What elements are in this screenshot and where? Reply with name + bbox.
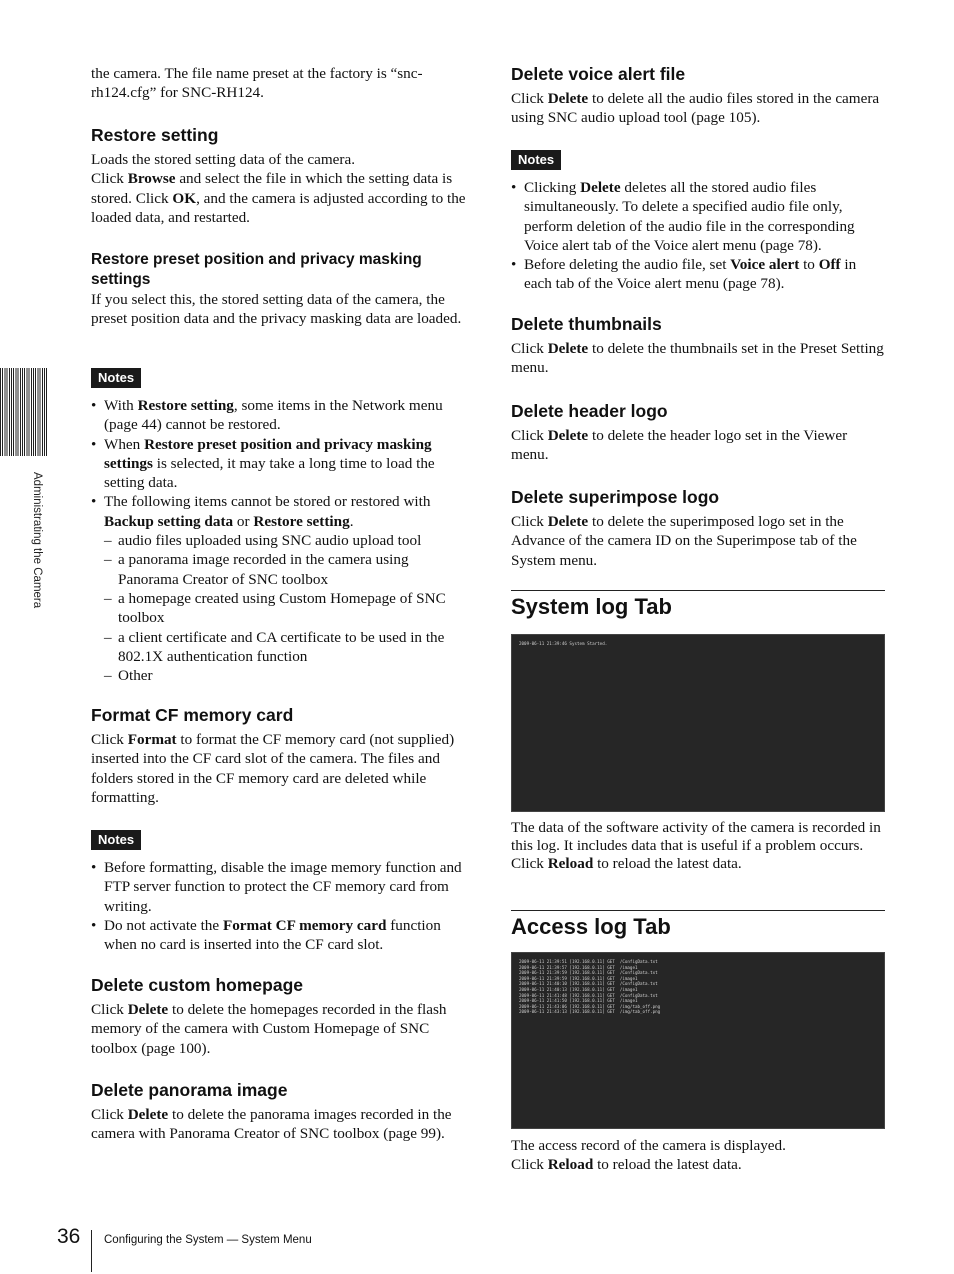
log-line: 2009-06-11 21:40:13 [192.168.0.11] GET /image1 <box>519 986 638 992</box>
log-line: 2009-06-11 21:43:06 [192.168.0.11] GET /img/tab_off.png <box>519 1003 661 1009</box>
intro-paragraph: the camera. The file name preset at the factory is “snc-rh124.cfg” for SNC-RH124. <box>91 65 423 102</box>
log-line: 2009-06-11 21:39:57 [192.168.0.11] GET /image1 <box>519 964 638 970</box>
access-log-screen <box>511 952 885 1129</box>
footer-divider <box>91 1230 92 1272</box>
log-line: 2009-06-11 21:39:51 [192.168.0.11] GET /ConfigData.txt <box>519 959 658 964</box>
list-item: • Before formatting, disable the image memory function and FTP server function to protect the CF memory card from writing. <box>91 858 467 916</box>
notes-block-2 <box>91 830 467 954</box>
access-log-heading: Access log Tab <box>511 910 885 941</box>
notes-badge: Notes <box>91 368 141 388</box>
delete-thumbnails-text: Click Delete to delete the thumbnails set in the Preset Setting menu. <box>511 340 884 377</box>
delete-voice-section <box>511 64 885 128</box>
format-cf-section <box>91 705 467 807</box>
sub-list-item: – a panorama image recorded in the camera using Panorama Creator of SNC toolbox <box>104 550 467 589</box>
delete-panorama-section <box>91 1080 467 1144</box>
system-log-screen <box>511 634 885 812</box>
footer-section-title: Configuring the System — System Menu <box>104 1234 312 1246</box>
list-item: • With Restore setting, some items in the Network menu (page 44) cannot be restored. <box>91 396 467 435</box>
restore-preset-heading: Restore preset position and privacy masking settings <box>91 251 422 288</box>
format-cf-heading: Format CF memory card <box>91 705 294 725</box>
sub-list-item: – a homepage created using Custom Homepage of SNC toolbox <box>104 589 467 628</box>
log-line: 2009-06-11 21:39:46 System Started. <box>519 641 608 646</box>
log-line: 2009-06-11 21:43:13 [192.168.0.11] GET /img/tab_off.png <box>519 1009 661 1015</box>
format-cf-text: Click Format to format the CF memory card (not supplied) inserted into the CF card slot of the camera. The files and folders stored in the CF memory card are deleted while formatting. <box>91 731 455 806</box>
delete-header-heading: Delete header logo <box>511 401 668 421</box>
delete-custom-section <box>91 975 467 1058</box>
delete-custom-text: Click Delete to delete the homepages recorded in the flash memory of the camera with Custom Homepage of SNC toolbox (page 100). <box>91 1001 447 1057</box>
sub-list-item: – audio files uploaded using SNC audio upload tool <box>104 531 467 550</box>
sub-list-item: – Other <box>104 666 467 685</box>
system-log-heading: System log Tab <box>511 590 885 621</box>
delete-thumbnails-heading: Delete thumbnails <box>511 314 662 334</box>
log-line: 2009-06-11 21:41:50 [192.168.0.11] GET /image1 <box>519 998 638 1004</box>
delete-voice-heading: Delete voice alert file <box>511 64 686 84</box>
access-log-description: The access record of the camera is displayed. Click Reload to reload the latest data. <box>511 1137 786 1174</box>
restore-preset-text: If you select this, the stored setting data of the camera, the preset position data and the privacy masking data are loaded. <box>91 291 462 328</box>
log-line: 2009-06-11 21:40:10 [192.168.0.11] GET /ConfigData.txt <box>519 981 658 987</box>
page-number: 36 <box>57 1225 81 1248</box>
list-item: • When Restore preset position and privacy masking settings is selected, it may take a long time to load the setting data. <box>91 435 467 493</box>
restore-setting-section <box>91 125 467 227</box>
delete-custom-heading: Delete custom homepage <box>91 975 303 995</box>
restore-setting-text: Loads the stored setting data of the camera. Click Browse and select the file in which the setting data is stored. Click OK, and the camera is adjusted according to the loaded data, and restarted. <box>91 151 466 226</box>
restore-setting-heading: Restore setting <box>91 125 219 145</box>
chapter-side-label: Administrating the Camera <box>31 472 43 609</box>
list-item: • The following items cannot be stored or restored with Backup setting data or Restore setting. – audio files uploaded using SNC audio upload tool – a panorama image recorded in the camera using Panorama Creator of SNC toolbox – a homepage created using Custom Homepage of SNC toolbox – a client certificate and CA certificate to be used in the 802.1X authentication function – Other <box>91 492 467 685</box>
delete-panorama-heading: Delete panorama image <box>91 1080 288 1100</box>
notes-badge: Notes <box>91 830 141 850</box>
system-log-section <box>511 590 885 621</box>
list-item: • Clicking Delete deletes all the stored audio files simultaneously. To delete a specified audio file only, perform deletion of the audio file in the corresponding Voice alert tab of the Voice alert menu (page 78). <box>511 178 885 255</box>
list-item: • Do not activate the Format CF memory card function when no card is inserted into the CF card slot. <box>91 916 467 955</box>
log-line: 2009-06-11 21:41:48 [192.168.0.11] GET /ConfigData.txt <box>519 992 658 998</box>
notes-block-3 <box>511 150 885 294</box>
sub-list-item: – a client certificate and CA certificate to be used in the 802.1X authentication function <box>104 628 467 667</box>
access-log-section <box>511 910 885 941</box>
delete-panorama-text: Click Delete to delete the panorama images recorded in the camera with Panorama Creator of SNC toolbox (page 99). <box>91 1106 452 1143</box>
delete-voice-text: Click Delete to delete all the audio files stored in the camera using SNC audio upload tool (page 105). <box>511 90 880 127</box>
delete-thumbnails-section <box>511 314 885 378</box>
notes-badge: Notes <box>511 150 561 170</box>
log-line: 2009-06-11 21:39:59 [192.168.0.11] GET /ConfigData.txt <box>519 970 658 976</box>
delete-superimpose-section <box>511 487 885 570</box>
delete-header-text: Click Delete to delete the header logo set in the Viewer menu. <box>511 427 848 464</box>
delete-header-section <box>511 401 885 465</box>
delete-superimpose-text: Click Delete to delete the superimposed logo set in the Advance of the camera ID on the Superimpose tab of the System menu. <box>511 513 857 569</box>
chapter-tab-marker <box>0 368 47 456</box>
delete-superimpose-heading: Delete superimpose logo <box>511 487 720 507</box>
list-item: • Before deleting the audio file, set Voice alert to Off in each tab of the Voice alert menu (page 78). <box>511 255 885 294</box>
system-log-description: The data of the software activity of the camera is recorded in this log. It includes data that is useful if a problem occurs. Click Reload to reload the latest data. <box>511 819 881 872</box>
restore-preset-section <box>91 250 467 329</box>
notes-block-1 <box>91 368 467 685</box>
log-line: 2009-06-11 21:39:59 [192.168.0.11] GET /image1 <box>519 975 638 981</box>
